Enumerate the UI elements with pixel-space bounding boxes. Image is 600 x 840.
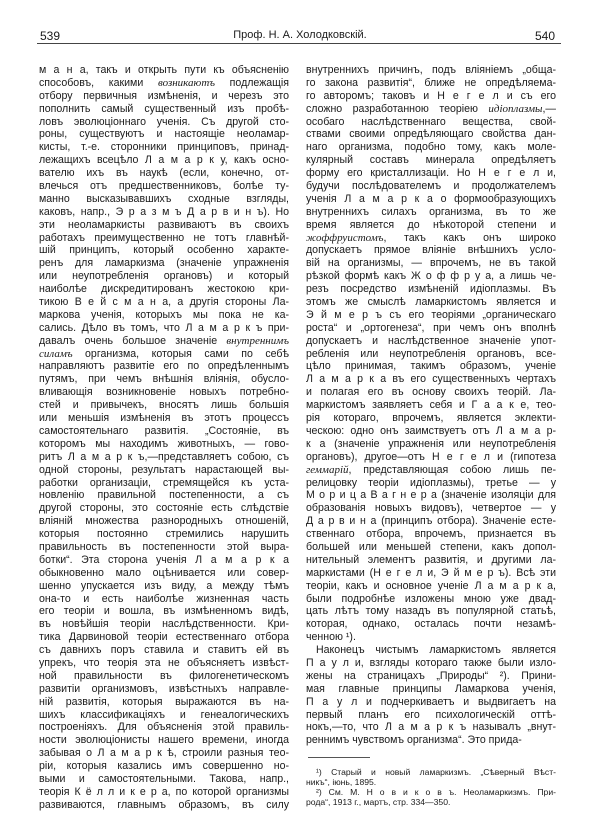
text-line: Э й м е р ъ съ его теоріями „органическаго — [306, 308, 556, 321]
text-segment: способовъ, какими — [39, 76, 158, 89]
text-line: которая, однако, осталась почти незамѣ- — [306, 618, 556, 631]
text-line: внутреннихъ причинъ, подъ вліяніемъ „обща- — [306, 64, 556, 76]
italic-term: внутреннимъ — [226, 334, 289, 347]
text-line: ческою: одно онъ заимствуетъ отъ Л а м а р- — [306, 424, 556, 437]
text-line: ственнаго отбора, впрочемъ, признается въ — [306, 528, 556, 541]
text-line: ловъ эволюціоннаго ученія. Съ другой сто- — [39, 115, 289, 128]
italic-term: силамъ — [39, 347, 73, 360]
text-line — [39, 77, 289, 90]
text-line: внутреннихъ силахъ организма, въ то же — [306, 205, 556, 218]
running-title: Проф. Н. А. Холодковскій. — [233, 29, 367, 41]
text-line: наиболѣе дискредитированъ жестокою кри- — [39, 283, 289, 296]
text-line: которыя постоянно стремились нарушить — [39, 528, 289, 541]
footnote-line: ¹) Старый и новый ламаркизмъ. „Сѣверный Вѣст- — [316, 767, 556, 777]
text-line: направляютъ развитіе его по опредѣленнымъ — [39, 360, 289, 373]
text-line: роста“ и „ортогенеза“, при чемъ онъ вполнѣ — [306, 321, 556, 334]
text-line: допускаетъ прямое вліяніе внѣшнихъ усло- — [306, 244, 556, 257]
text-line: П а у л и, взгляды котораго также были изло- — [306, 656, 556, 669]
text-line: развиваются, главнымъ образомъ, въ силу — [39, 798, 289, 811]
header-rule — [37, 43, 561, 44]
text-line: рія котораго, впрочемъ, является эклекти- — [306, 412, 556, 425]
text-line: ритъ Л а м а р к ъ,—представляетъ собою, съ — [39, 450, 289, 463]
text-line: допускаетъ и наслѣдственное значеніе упот- — [306, 334, 556, 347]
text-line: нительный элементъ развитія, и другими ла- — [306, 553, 556, 566]
italic-term: геммарій — [306, 463, 349, 476]
text-line — [39, 348, 289, 361]
text-line: наго организма, подобно тому, какъ моле- — [306, 141, 556, 154]
page-number-left: 539 — [40, 29, 61, 43]
text-line: въ новѣйшія теоріи наслѣдственности. Кри- — [39, 618, 289, 631]
italic-term: жоффруистомъ — [306, 231, 384, 244]
text-line: П а у л и подчеркиваетъ и выдвигаетъ на — [306, 695, 556, 708]
text-segment: подлежащія — [214, 76, 289, 89]
text-line: сались. Дѣло въ томъ, что Л а м а р к ъ при- — [39, 321, 289, 334]
text-line: его теоріи и вошла, въ измѣненномъ видѣ, — [39, 605, 289, 618]
text-line: маркистомъ заявляетъ себя и Г а а к е, тео- — [306, 399, 556, 412]
text-line: работахъ преимущественно не тотъ главнѣй- — [39, 231, 289, 244]
text-line: вливающія возникновеніе новыхъ потребно- — [39, 386, 289, 399]
text-line: другой стороны, это состояніе есть слѣдствіе — [39, 502, 289, 515]
text-line: ній развитія, которыя выражаются въ на- — [39, 695, 289, 708]
text-line: кулярный составъ минерала опредѣляетъ — [306, 154, 556, 167]
text-line: отбору первичныя измѣненія, и черезъ это — [39, 89, 289, 102]
text-line — [39, 335, 289, 348]
text-line: теоріи, какъ и основное ученіе Л а м а р к а, — [306, 579, 556, 592]
text-line: теорія К ё л л и к е р а, по которой организмы — [39, 785, 289, 798]
text-line: работки организаціи, стремящейся къ уста- — [39, 476, 289, 489]
text-line: шій принципъ, который особенно характе- — [39, 244, 289, 257]
text-line: съ давнихъ поръ ставила и ставитъ ей въ — [39, 644, 289, 657]
text-line: время является до нѣкоторой степени и — [306, 218, 556, 231]
text-line: ченною ¹). — [306, 631, 356, 644]
text-line: первый планъ его психологическій оттѣ- — [306, 708, 556, 721]
text-line: М о р и ц а В а г н е р а (значеніе изоляціи для — [306, 489, 556, 502]
text-line: го закона развитія“, ближе не опредѣляема- — [306, 76, 556, 89]
text-line: ности эволюціонисты нашего времени, иногда — [39, 734, 289, 747]
text-line: влечься отъ предшественниковъ, болѣе ту- — [39, 180, 289, 193]
left-column — [39, 64, 289, 812]
italic-term: идіоплазмы — [488, 102, 543, 115]
text-line — [306, 232, 556, 245]
text-line: она-то и есть наиболѣе жизненная часть — [39, 592, 289, 605]
text-line: Наконецъ чистымъ ламаркистомъ является — [316, 644, 556, 657]
text-segment: давалъ очень большое значеніе — [39, 334, 227, 347]
italic-term: возникаютъ — [157, 76, 215, 89]
footnote-line: ²) См. М. Н о в и к о в ъ. Неоламаркизмъ. При- — [316, 787, 556, 797]
text-line: развитіи организмовъ, извѣстныхъ направле- — [39, 682, 289, 695]
text-line: упрекъ, что теорія эта не объясняетъ извѣст- — [39, 656, 289, 669]
text-line: тика Дарвиновой теоріи естественнаго отбора — [39, 631, 289, 644]
text-line: ребленія или неупотребленія органовъ, все- — [306, 347, 556, 360]
text-line: шихъ классификаціяхъ и генеалогическихъ — [39, 708, 289, 721]
text-line: выми и самостоятельными. Такова, напр., — [39, 772, 289, 785]
text-line: и полагая его въ основу своихъ теорій. Ла- — [306, 386, 556, 399]
text-line: ученія Л а м а р к а о формообразующихъ — [306, 192, 556, 205]
text-segment: , представляющая собою лишь пе- — [348, 463, 556, 476]
text-line: обыкновенно мало оцѣнивается или совер- — [39, 566, 289, 579]
text-line: шенно упускается изъ виду, а между тѣмъ — [39, 579, 289, 592]
text-line: забывая о Л а м а р к ѣ, строили разныя тео- — [39, 747, 289, 760]
text-line: Л а м а р к а въ его существенныхъ чертахъ — [306, 373, 556, 386]
text-line: вій на организмы, — впрочемъ, не въ такой — [306, 257, 556, 270]
text-line: или меньшія измѣненія въ этотъ процессъ — [39, 412, 289, 425]
footnote-line: рода“, 1913 г., мартъ, стр. 334—350. — [306, 797, 451, 807]
text-line: кисты, т.-е. сторонники принциповъ, принад- — [39, 141, 289, 154]
text-segment: сложно разработанною теоріею — [306, 102, 489, 115]
text-segment: организма, которыя сами по себѣ — [72, 347, 289, 360]
text-line: резъ посредство измѣненій идіоплазмы. Въ — [306, 283, 556, 296]
text-line: пополнить самый существенный изъ пробѣ- — [39, 102, 289, 115]
text-line: роны, существуютъ и настоящіе неоламар- — [39, 128, 289, 141]
footnotes — [306, 767, 556, 807]
text-line: цѣло принимая, такимъ образомъ, ученіе — [306, 360, 556, 373]
text-line: были подробнѣе изложены мною уже двад- — [306, 592, 556, 605]
text-line: вателю ихъ въ наукѣ (если, конечно, от- — [39, 167, 289, 180]
text-line: реннимъ чувствомъ организма“. Это прида- — [306, 734, 522, 747]
text-line: манно высказывавшихъ сходные взгляды, — [39, 192, 289, 205]
text-line: эти неоламаркисты развиваютъ въ своихъ — [39, 218, 289, 231]
text-line: форму его кристаллизаціи. Но Н е г е л и, — [306, 167, 556, 180]
text-line: мая главные принципы Ламаркова ученія, — [306, 682, 556, 695]
text-line: маркистами (Н е г е л и, Э й м е р ъ). Всѣ эти — [306, 566, 556, 579]
text-line: большей или меньшей степени, какъ допол- — [306, 540, 556, 553]
text-line: будучи послѣдователемъ и продолжателемъ — [306, 180, 556, 193]
text-line: рѣзкой формѣ какъ Ж о ф ф р у а, а лишь че- — [306, 270, 556, 283]
text-line: ренъ для ламаркизма (значеніе упражненія — [39, 257, 289, 270]
text-line: релицовку теоріи идіоплазмы), третье — у — [306, 476, 556, 489]
text-line: построеніяхъ. Для объясненія этой правиль- — [39, 721, 289, 734]
text-line: ріи, которыя казались имъ совершенно но- — [39, 760, 289, 773]
right-column — [306, 64, 556, 747]
text-line — [306, 103, 556, 116]
footnote-line: никъ“, іюнь, 1895. — [306, 777, 377, 787]
text-line: цать лѣтъ тому назадъ въ популярной статьѣ, — [306, 605, 556, 618]
text-line: ботки“. Эта сторона ученія Л а м а р к а — [39, 553, 289, 566]
text-line: Д а р в и н а (принципъ отбора). Значеніе есте- — [306, 515, 556, 528]
text-line: ной правильности въ филогенетическомъ — [39, 669, 289, 682]
text-line: каковъ, напр., Э р а з м ъ Д а р в и н ъ). Но — [39, 205, 289, 218]
text-line: вліяній множества разнородныхъ отношеній, — [39, 515, 289, 528]
text-segment: , такъ какъ онъ широко — [383, 231, 556, 244]
text-line: одной стороны, результатъ нарастающей вы- — [39, 463, 289, 476]
text-line: которомъ мы находимъ животныхъ, — гово- — [39, 437, 289, 450]
text-line: жены на страницахъ „Природы“ ²). Прини- — [306, 669, 556, 682]
text-line: маркова ученія, которыхъ мы пока не ка- — [39, 308, 289, 321]
text-line: ствами своими опредѣляющаго свойства дан- — [306, 128, 556, 141]
text-line: самостоятельнаго развитія. „Состояніе, въ — [39, 424, 289, 437]
text-line: или неупотребленія органовъ) и который — [39, 270, 289, 283]
text-line: стей и привычекъ, вносятъ лишь большія — [39, 399, 289, 412]
text-line: тикою В е й с м а н а, а другія стороны Ла- — [39, 296, 289, 309]
text-line: правильность въ постепенности этой выра- — [39, 540, 289, 553]
text-line: го авторомъ; таковъ и Н е г е л и съ его — [306, 89, 556, 102]
text-line — [306, 464, 556, 477]
text-line: к а (значеніе упражненія или неупотребленія — [306, 437, 556, 450]
text-line: особаго наслѣдственнаго вещества, свой- — [306, 115, 556, 128]
text-segment: ,— — [542, 102, 556, 115]
text-line: м а н а, такъ и открыть пути къ объясненію — [39, 64, 289, 76]
text-line: органовъ), другое—отъ Н е г е л и (гипотеза — [306, 450, 556, 463]
page-number-right: 540 — [535, 29, 556, 43]
text-line: путямъ, при чемъ внѣшнія вліянія, обусло- — [39, 373, 289, 386]
text-line: лежащихъ всецѣло Л а м а р к у, какъ осно- — [39, 154, 289, 167]
text-line: образованія новыхъ видовъ), четвертое — у — [306, 502, 556, 515]
text-line: нокъ,—то, что Л а м а р к ъ называлъ „внут- — [306, 721, 556, 734]
text-line: новленію правильной постепенности, а съ — [39, 489, 289, 502]
text-line: этомъ же смыслѣ ламаркистомъ является и — [306, 296, 556, 309]
footnote-separator — [308, 757, 370, 758]
